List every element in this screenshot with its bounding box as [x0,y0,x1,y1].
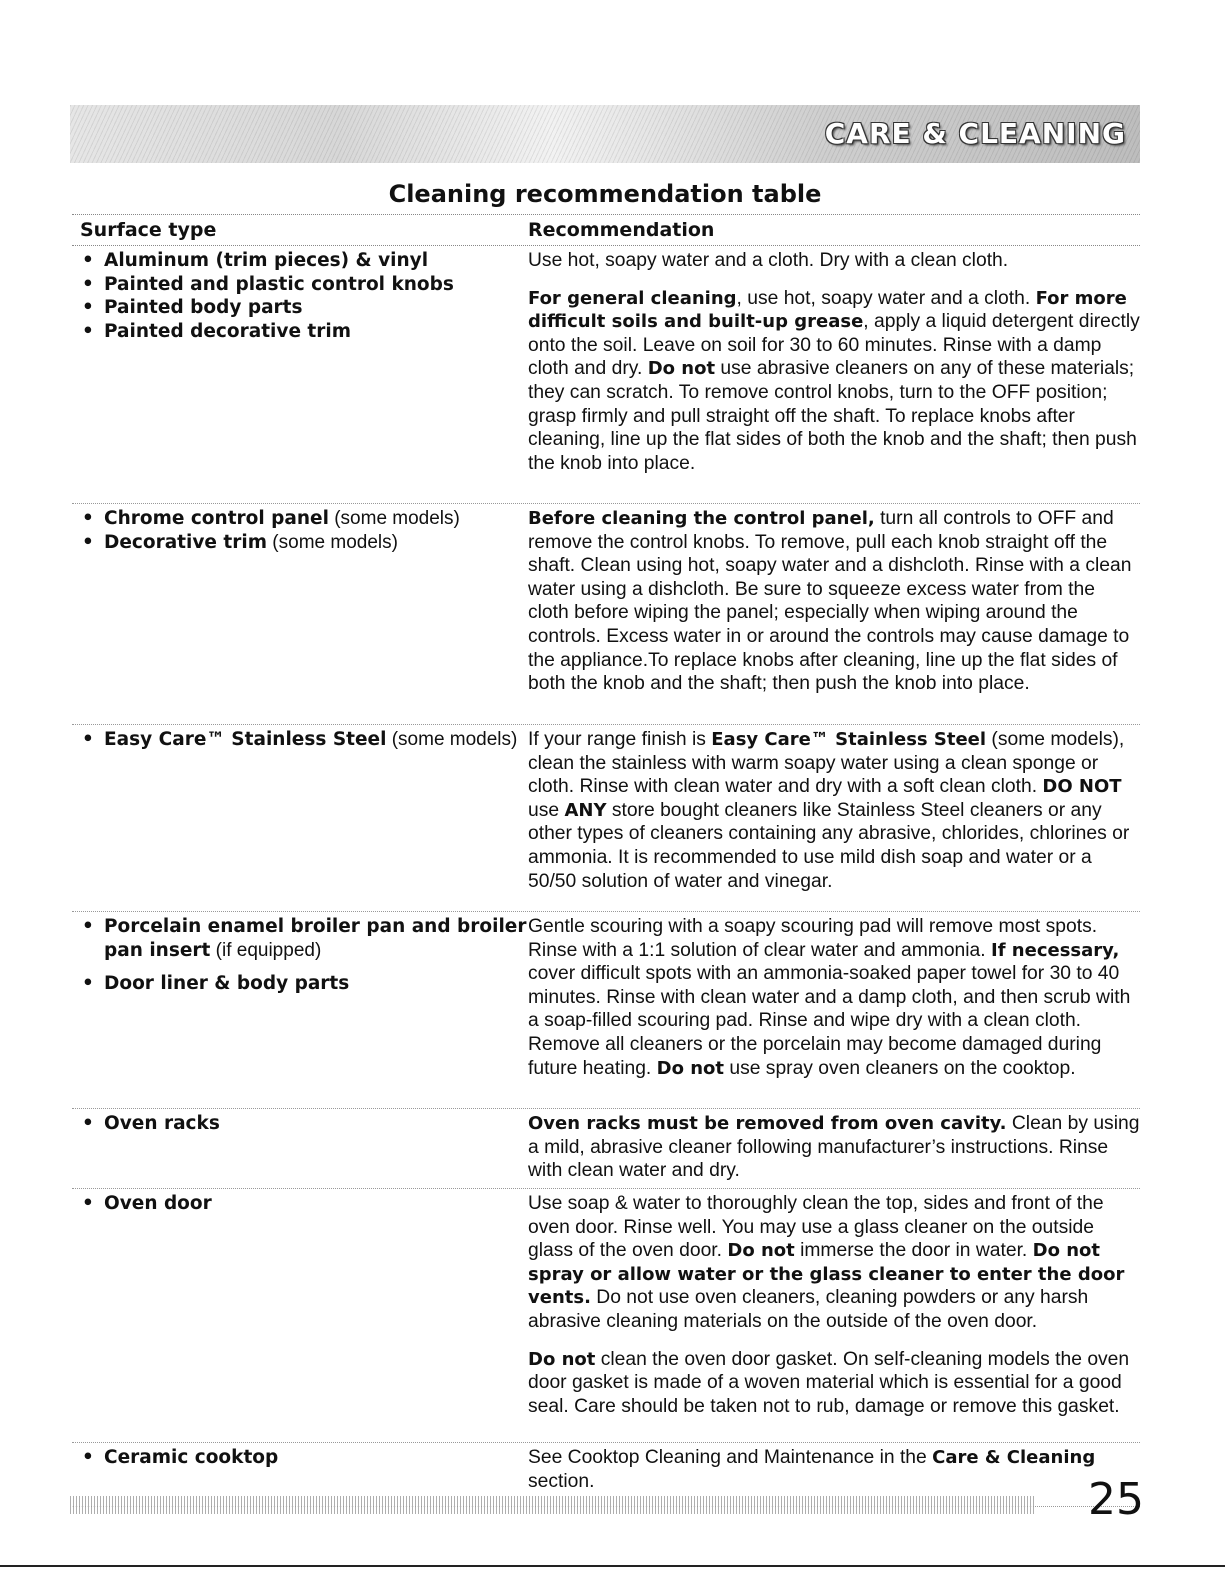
body-text: See Cooktop Cleaning and Maintenance in the [528,1447,933,1468]
emphasis-text: If necessary, [991,939,1120,961]
body-text: Use hot, soapy water and a cloth. Dry with a clean cloth. [528,250,1009,271]
surface-item [80,531,528,555]
recommendation-cell [528,249,1140,503]
surface-list [80,1112,528,1136]
body-text: turn all controls to OFF and remove the control knobs. To remove, pull each knob straight off the shaft. Clean using hot, soapy water and a dishcloth. Rinse with a clean water using a dishcloth. Be sure to squeeze excess water from the cloth before wiping the panel; especially when wiping around the controls. Excess water in or around the controls may cause damage to the appliance.To replace knobs after cleaning, line up the flat sides of both the knob and the shaft; then push the knob into place. [528,508,1132,695]
table-row [72,725,1140,912]
recommendation-cell [528,915,1140,1108]
surface-item [80,249,528,273]
surface-item [80,1192,528,1216]
page-number: 25 [1088,1474,1144,1525]
header-recommendation: Recommendation [528,219,715,241]
emphasis-text: Oven racks must be removed from oven cavity. [528,1113,1007,1134]
bottom-rule [0,1565,1225,1567]
surface-note: (if equipped) [210,939,322,961]
recommendation-paragraph [528,1348,1140,1419]
recommendation-paragraph [528,1112,1140,1183]
recommendation-paragraph [528,287,1140,476]
surface-item [80,296,528,320]
surface-name: Chrome control panel [104,508,329,529]
body-text: cover difficult spots with an ammonia-soaked paper towel for 30 to 40 minutes. Rinse with clean water and a damp cloth, and then scrub with a soap-filled scouring pad. Rinse and wipe dry with a clean cloth. Remove all cleaners or the porcelain may become damaged during future heating. [528,963,1131,1079]
surface-name: Oven door [104,1193,212,1214]
emphasis-text: Do not [727,1240,795,1262]
surface-name: Ceramic cooktop [104,1447,279,1468]
recommendation-cell [528,1192,1140,1442]
emphasis-text: Do not spray or allow water or the glass cleaner to enter the door vents. [528,1240,1125,1309]
surface-item [80,320,528,344]
surface-name: Porcelain enamel broiler pan and broiler pan insert [104,916,527,961]
surface-cell [72,1112,528,1188]
surface-note: (some models) [328,508,460,529]
table-row [72,246,1140,504]
surface-name: Decorative trim [104,531,268,553]
surface-name: Painted decorative trim [104,320,352,342]
cleaning-table [72,214,1140,1507]
body-text: If your range finish is [528,729,712,750]
surface-cell [72,249,528,503]
body-text: , use hot, soapy water and a cloth. [736,287,1036,309]
emphasis-text: Before cleaning the control panel, [528,508,875,529]
body-text: clean the oven door gasket. On self-cleaning models the oven door gasket is made of a woven material which is essential for a good seal. Care should be taken not to rub, damage or remove this gasket. [528,1348,1130,1417]
body-text: store bought cleaners like Stainless Steel cleaners or any other types of cleaners containing any abrasive, chlorides, chlorines or ammonia. It is recommended to use mild dish soap and water or a 50/50 solution of water and vinegar. [528,799,1130,892]
surface-cell [72,507,528,724]
recommendation-paragraph [528,915,1140,1080]
body-text: (some models), clean the stainless with warm soapy water using a clean sponge or cloth. Rinse with clean water and dry with a soft clean cloth. [528,729,1125,798]
surface-list [80,507,528,554]
surface-item [80,273,528,297]
footer-bar [70,1496,1035,1514]
surface-list [80,1446,528,1470]
surface-name: Door liner & body parts [104,973,350,994]
recommendation-paragraph [528,1446,1140,1493]
table-row [72,504,1140,725]
emphasis-text: ANY [564,799,607,821]
surface-name: Oven racks [104,1113,220,1134]
emphasis-text: Care & Cleaning [932,1447,1096,1468]
emphasis-text: For general cleaning [528,287,737,309]
surface-item [80,1112,528,1136]
emphasis-text: DO NOT [1042,776,1122,798]
surface-note: (some models) [267,531,398,553]
emphasis-text: Do not [656,1057,724,1079]
surface-name: Painted body parts [104,297,303,318]
body-text: immerse the door in water. [794,1240,1033,1262]
surface-note: (some models) [386,729,518,750]
header-surface-type: Surface type [80,219,217,241]
surface-list [80,1192,528,1216]
recommendation-paragraph [528,728,1140,893]
surface-list [80,728,528,752]
body-text: use spray oven cleaners on the cooktop. [724,1057,1076,1079]
body-text: , apply a liquid detergent directly onto the soil. Leave on soil for 30 to 60 minutes. Rinse with a damp cloth and dry. [528,311,1140,380]
surface-item [80,507,528,531]
recommendation-paragraph [528,249,1140,273]
body-text: Do not use oven cleaners, cleaning powders or any harsh abrasive cleaning materials on the outside of the oven door. [528,1287,1089,1332]
section-title: CARE & CLEANING [824,117,1126,150]
table-row [72,912,1140,1109]
surface-item [80,1446,528,1470]
surface-name: Painted and plastic control knobs [104,273,454,295]
surface-list [80,915,528,996]
recommendation-cell [528,507,1140,724]
surface-item [80,972,528,996]
body-text: section. [528,1470,595,1492]
surface-name: Easy Care™ Stainless Steel [104,729,387,750]
surface-cell [72,728,528,911]
recommendation-cell [528,728,1140,911]
emphasis-text: Do not [528,1348,596,1370]
table-row [72,1109,1140,1189]
recommendation-paragraph [528,1192,1140,1334]
surface-cell [72,915,528,1108]
body-text: Use soap & water to thoroughly clean the top, sides and front of the oven door. Rinse well. You may use a glass cleaner on the outside glass of the oven door. [528,1193,1104,1262]
table-title: Cleaning recommendation table [388,180,822,208]
body-text: use abrasive cleaners on any of these materials; they can scratch. To remove control knobs, turn to the OFF position; grasp firmly and pull straight off the shaft. To replace knobs after cleaning, line up the flat sides of both the knob and the shaft; then push the knob into place. [528,358,1137,474]
emphasis-text: Do not [647,358,716,380]
recommendation-paragraph [528,507,1140,696]
surface-item [80,915,528,962]
surface-name: Aluminum (trim pieces) & vinyl [104,250,429,271]
body-text: Gentle scouring with a soapy scouring pad will remove most spots. Rinse with a 1:1 solution of clear water and ammonia. [528,916,1098,961]
emphasis-text: Easy Care™ Stainless Steel [711,729,987,750]
table-body [72,246,1140,1507]
surface-list [80,249,528,343]
body-text: Clean by using a mild, abrasive cleaner following manufacturer’s instructions. Rinse with clean water and dry. [528,1113,1140,1182]
table-header [72,214,1140,246]
body-text: use [528,799,565,821]
recommendation-cell [528,1112,1140,1188]
surface-item [80,728,528,752]
table-row [72,1189,1140,1443]
section-banner [70,105,1140,163]
emphasis-text: For more difficult soils and built-up grease [528,287,1127,333]
surface-cell [72,1192,528,1442]
